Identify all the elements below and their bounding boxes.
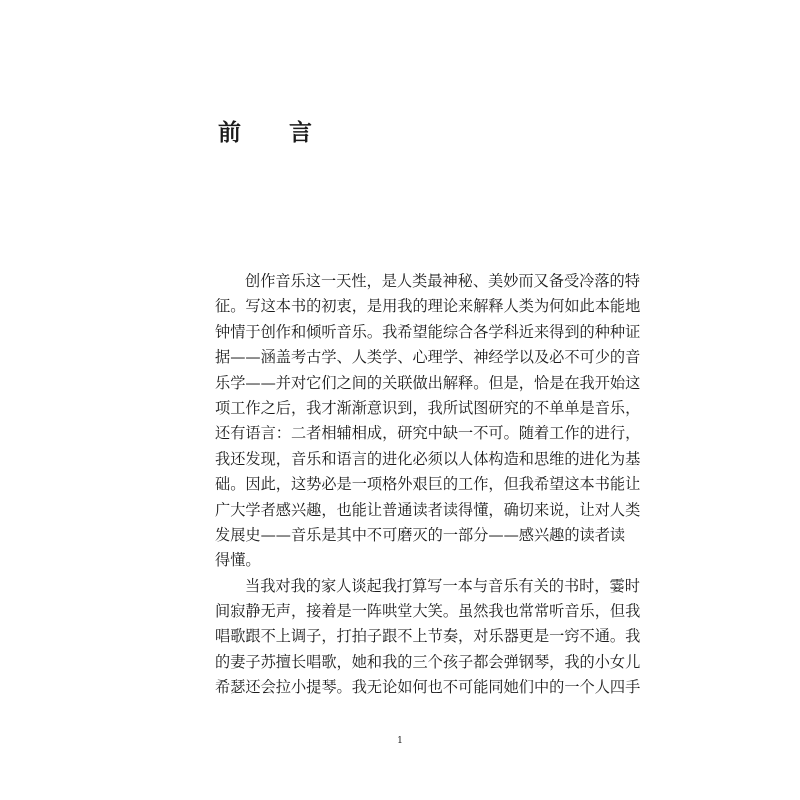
text-line: 创作音乐这一天性，是人类最神秘、美妙而又备受冷落的特 xyxy=(245,272,640,290)
text-line: 项工作之后，我才渐渐意识到，我所试图研究的不单单是音乐， xyxy=(215,398,641,417)
text-line: 础。因此，这势必是一项格外艰巨的工作，但我希望这本书能让 xyxy=(215,475,641,494)
paragraph-1 xyxy=(215,269,641,574)
text-line: 希瑟还会拉小提琴。我无论如何也不可能同她们中的一个人四手 xyxy=(215,678,641,697)
text-line: 得懂。 xyxy=(215,551,261,570)
text-line: 唱歌跟不上调子，打拍子跟不上节奏，对乐器更是一窍不通。我 xyxy=(215,627,641,646)
text-line: 的妻子苏擅长唱歌，她和我的三个孩子都会弹钢琴，我的小女儿 xyxy=(215,652,641,671)
text-line: 我还发现，音乐和语言的进化必须以人体构造和思维的进化为基 xyxy=(215,449,641,468)
text-line: 发展史——音乐是其中不可磨灭的一部分——感兴趣的读者读 xyxy=(215,525,626,544)
page-number: 1 xyxy=(397,736,403,746)
text-line: 钟情于创作和倾听音乐。我希望能综合各学科近来得到的种种证 xyxy=(215,322,641,341)
text-line: 乐学——并对它们之间的关联做出解释。但是，恰是在我开始这 xyxy=(215,373,641,392)
text-line: 据——涵盖考古学、人类学、心理学、神经学以及必不可少的音 xyxy=(215,348,641,367)
text-line: 还有语言：二者相辅相成，研究中缺一不可。随着工作的进行， xyxy=(215,424,641,443)
text-line: 当我对我的家人谈起我打算写一本与音乐有关的书时，霎时 xyxy=(245,576,640,595)
body-text xyxy=(215,269,641,701)
chapter-heading: 前 言 xyxy=(218,119,333,146)
text-line: 间寂静无声，接着是一阵哄堂大笑。虽然我也常常听音乐，但我 xyxy=(215,602,641,621)
paragraph-2 xyxy=(215,574,641,701)
text-line: 征。写这本书的初衷，是用我的理论来解释人类为何如此本能地 xyxy=(215,297,641,316)
text-line: 广大学者感兴趣，也能让普通读者读得懂，确切来说，让对人类 xyxy=(215,500,641,519)
